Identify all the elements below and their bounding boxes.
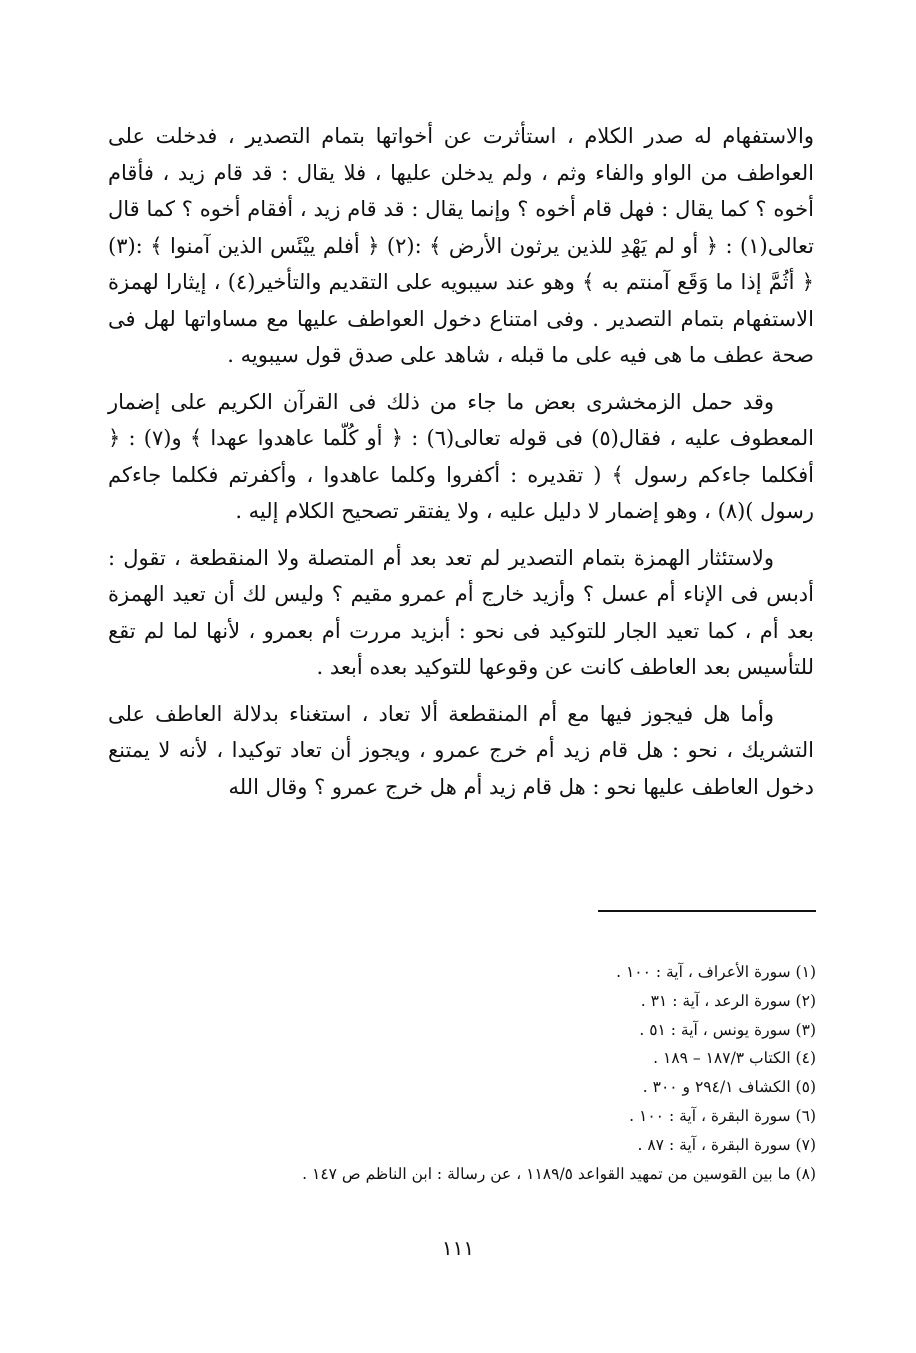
footnote-4: (٤) الكتاب ١٨٧/٣ – ١٨٩ . <box>653 1049 816 1068</box>
footnote-3: (٣) سورة يونس ، آية : ٥١ . <box>639 1020 816 1039</box>
footnote-2: (٢) سورة الرعد ، آية : ٣١ . <box>640 991 816 1010</box>
footnote-8: (٨) ما بين القوسين من تمهيد القواعد ١١٨٩/٥ ، عن رسالة : ابن الناظم ص ١٤٧ . <box>302 1164 816 1183</box>
paragraph-4: وأما هل فيجوز فيها مع أم المنقطعة ألا تعاد ، استغناء بدلالة العاطف على التشريك ، نحو : هل قام زيد أم خرج عمرو ، ويجوز أن تعاد توكيدا ، لأنه لا يمتنع دخول العاطف عليها نحو : هل قام زيد أم هل خرج عمرو ؟ وقال الله <box>108 701 814 799</box>
footnote-7: (٧) سورة البقرة ، آية : ٨٧ . <box>637 1135 816 1154</box>
main-text <box>108 118 814 815</box>
page-number: ١١١ <box>441 1236 475 1260</box>
footnote-separator <box>598 910 816 912</box>
paragraph-2: وقد حمل الزمخشرى بعض ما جاء من ذلك فى القرآن الكريم على إضمار المعطوف عليه ، فقال(٥) فى قوله تعالى(٦) : ﴿ أو كُلّما عاهدوا عهدا ﴾ و(٧) : ﴿ أفكلما جاءكم رسول ﴾ ( تقديره : أكفروا وكلما عاهدوا ، وأكفرتم فكلما جاءكم رسول )(٨) ، وهو إضمار لا دليل عليه ، ولا يفتقر تصحيح الكلام إليه . <box>108 389 814 523</box>
paragraph-1: والاستفهام له صدر الكلام ، استأثرت عن أخواتها بتمام التصدير ، فدخلت على العواطف من الواو والفاء وثم ، ولم يدخلن عليها ، فلا يقال : قد قام زيد ، فأقام أخوه ؟ كما يقال : فهل قام أخوه ؟ وإنما يقال : قد قام زيد ، أفقام أخوه ؟ كما قال تعالى(١) : ﴿ أو لم يَهْدِ للذين يرثون الأرض ﴾ :(٢) ﴿ أفلم ييْئَس الذين آمنوا ﴾ :(٣) ﴿ أثُمَّ إذا ما وَقَع آمنتم به ﴾ وهو عند سيبويه على التقديم والتأخير(٤) ، إيثارا لهمزة الاستفهام بتمام التصدير . وفى امتناع دخول العواطف عليها مع مساواتها لهل فى صحة عطف ما هى فيه على ما قبله ، شاهد على صدق قول سيبويه . <box>108 124 814 367</box>
footnote-1: (١) سورة الأعراف ، آية : ١٠٠ . <box>616 963 816 981</box>
footnote-6: (٦) سورة البقرة ، آية : ١٠٠ . <box>629 1106 816 1125</box>
footnotes <box>108 958 816 1188</box>
footnote-5: (٥) الكشاف ٢٩٤/١ و ٣٠٠ . <box>642 1078 816 1097</box>
paragraph-3: ولاستئثار الهمزة بتمام التصدير لم تعد بعد أم المتصلة ولا المنقطعة ، تقول : أدبس فى الإناء أم عسل ؟ وأزيد خارج أم عمرو مقيم ؟ وليس لك أن تعيد الهمزة بعد أم ، كما تعيد الجار للتوكيد فى نحو : أبزيد مررت أم بعمرو ، لأنها لما لم تقع للتأسيس بعد العاطف كانت عن وقوعها للتوكيد بعده أبعد . <box>108 545 814 679</box>
